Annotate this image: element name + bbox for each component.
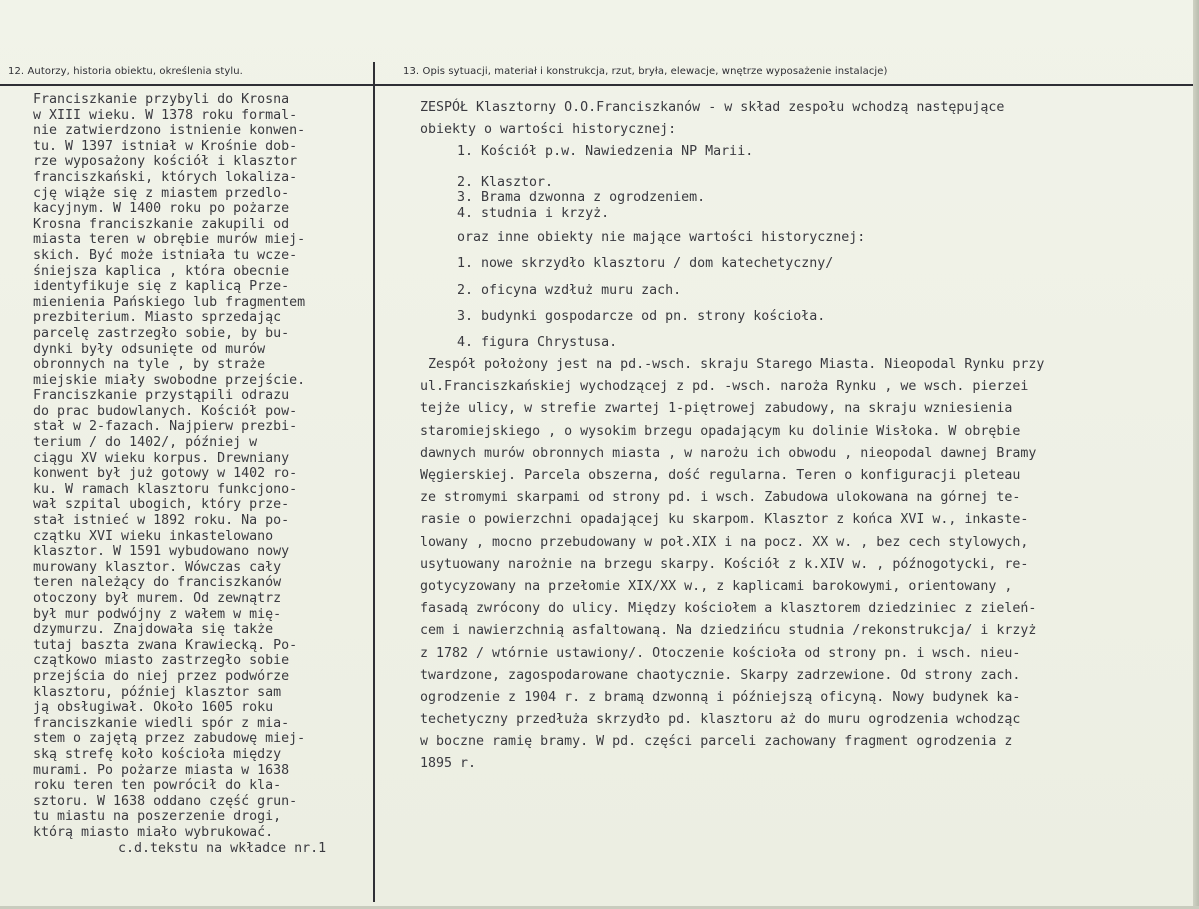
history-text-line: stem o zajętą przez zabudowę miej-: [33, 731, 306, 747]
description-text-line: ogrodzenie z 1904 r. z bramą dzwonną i późniejszą oficyną. Nowy budynek ka-: [420, 689, 1021, 705]
history-text-line: terium / do 1402/, później w: [33, 435, 258, 451]
history-text-line: otoczony był murem. Od zewnątrz: [33, 591, 282, 606]
description-text-line: twardzone, zagospodarowane chaotycznie. Skarpy zadrzewione. Od strony zach.: [420, 667, 1021, 683]
description-text-line: obiekty o wartości historycznej:: [420, 122, 677, 138]
history-text-line: nie zatwierdzono istnienie konwen-: [33, 123, 306, 139]
description-text-line: tejże ulicy, w strefie zwartej 1-piętrowej zabudowy, na skraju wzniesienia: [420, 401, 1013, 417]
continuation-note: c.d.tekstu na wkładce nr.1: [118, 840, 327, 856]
description-text-line: 4. figura Chrystusa.: [457, 334, 618, 350]
history-text-line: dzymurzu. Znajdowała się także: [33, 622, 274, 638]
history-text-line: sztoru. W 1638 oddano część grun-: [33, 793, 298, 809]
history-text-line: ku. W ramach klasztoru funkcjono-: [33, 481, 298, 497]
history-text-line: franciszkański, których lokaliza-: [33, 169, 298, 185]
history-text-line: był mur podwójny z wałem w mię-: [33, 606, 282, 622]
description-text-line: rasie o powierzchni opadającej ku skarpom. Klasztor z końca XVI w., inkaste-: [420, 512, 1029, 528]
history-text-line: czątku XVI wieku inkastelowano: [33, 528, 274, 544]
history-text-line: tutaj baszta zwana Krawiecką. Po-: [33, 637, 298, 653]
description-text-line: ze stromymi skarpami od strony pd. i wsch. Zabudowa ulokowana na górnej te-: [420, 490, 1021, 506]
history-text-line: wał szpital ubogich, który prze-: [33, 497, 290, 513]
description-text-line: techetyczny przedłuża skrzydło pd. klasztoru aż do muru ogrodzenia wchodząc: [420, 712, 1021, 728]
history-text-line: skich. Być może istniała tu wcze-: [33, 247, 298, 263]
description-text-line: ZESPÓŁ Klasztorny O.O.Franciszkanów - w skład zespołu wchodzą następujące: [420, 100, 1005, 115]
description-text-line: 2. oficyna wzdłuż muru zach.: [457, 282, 682, 298]
history-text-line: klasztoru, później klasztor sam: [33, 684, 282, 700]
description-text-line: Węgierskiej. Parcela obszerna, dość regularna. Teren o konfiguracji pleteau: [420, 468, 1021, 483]
description-text-line: ul.Franciszkańskiej wychodzącej z pd. -wsch. naroża Rynku , we wsch. pierzei: [420, 379, 1029, 395]
history-text-line: śniejsza kaplica , która obecnie: [33, 263, 290, 279]
history-text-line: rze wyposażony kościół i klasztor: [33, 154, 298, 170]
history-text-line: kacyjnym. W 1400 roku po pożarze: [33, 201, 290, 217]
description-text-line: dawnych murów obronnych miasta , w narożu ich obwodu , nieopodal dawnej Bramy: [420, 445, 1037, 461]
history-text-line: mienienia Pańskiego lub fragmentem: [33, 294, 306, 310]
description-text-line: Zespół położony jest na pd.-wsch. skraju Starego Miasta. Nieopodal Rynku przy: [428, 357, 1045, 373]
history-text-line: murowany klasztor. Wówczas cały: [33, 559, 282, 575]
history-text-line: roku teren ten powrócił do kla-: [33, 778, 282, 794]
history-text-line: obronnych na tyle , by straże: [33, 357, 266, 373]
history-text-line: stał w 2-fazach. Najpierw prezbi-: [33, 419, 298, 435]
description-text-line: w boczne ramię bramy. W pd. części parceli zachowany fragment ogrodzenia z: [420, 734, 1013, 750]
description-text-line: 1895 r.: [420, 756, 477, 772]
header-rule: [0, 84, 1193, 86]
description-text-line: 1. Kościół p.w. Nawiedzenia NP Marii.: [457, 144, 754, 160]
history-text-line: którą miasto miało wybrukować.: [33, 824, 274, 840]
history-text-line: parcelę zastrzegło sobie, by bu-: [33, 325, 290, 341]
history-text-line: w XIII wieku. W 1378 roku formal-: [33, 107, 298, 123]
description-text-line: z 1782 / wtórnie ustawiony/. Otoczenie kościoła od strony pn. i wsch. nieu-: [420, 645, 1021, 661]
history-text-line: klasztor. W 1591 wybudowano nowy: [33, 544, 290, 560]
history-text-line: Franciszkanie przystąpili odrazu: [33, 388, 290, 404]
section-12-heading: 12. Autorzy, historia obiektu, określenia stylu.: [8, 66, 243, 77]
history-text-line: czątkowo miasto zastrzegło sobie: [33, 653, 290, 669]
history-text-line: ciągu XV wieku korpus. Drewniany: [33, 450, 290, 466]
description-text-line: 2. Klasztor.: [457, 174, 554, 190]
description-text-line: 3. budynki gospodarcze od pn. strony kościoła.: [457, 308, 826, 324]
history-text-line: murami. Po pożarze miasta w 1638: [33, 762, 290, 778]
history-text-line: konwent był już gotowy w 1402 ro-: [33, 466, 298, 482]
history-text-line: do prac budowlanych. Kościół pow-: [33, 403, 298, 419]
history-text-line: teren należący do franciszkanów: [33, 575, 282, 591]
history-text-line: Krosna franciszkanie zakupili od: [33, 216, 290, 232]
history-text-line: franciszkanie wiedli spór z mia-: [33, 715, 290, 731]
history-text-line: przejścia do niej przez podwórze: [33, 668, 290, 684]
history-text-line: dynki były odsunięte od murów: [33, 341, 266, 357]
description-text-line: 1. nowe skrzydło klasztoru / dom katechetyczny/: [457, 256, 834, 272]
description-text-column: [420, 97, 1195, 776]
history-text-line: cję wiąże się z miastem przedlo-: [33, 185, 290, 201]
section-13-heading: 13. Opis sytuacji, materiał i konstrukcja, rzut, bryła, elewacje, wnętrze wyposażenie instalacje): [403, 66, 888, 77]
history-text-line: tu miastu na poszerzenie drogi,: [33, 809, 282, 825]
description-text-line: fasadą zwrócony do ulicy. Między kościołem a klasztorem dziedziniec z zieleń-: [420, 601, 1037, 617]
description-text-line: usytuowany narożnie na brzegu skarpy. Kościół z k.XIV w. , późnogotycki, re-: [420, 556, 1029, 572]
history-text-column: [33, 92, 378, 856]
history-text-line: Franciszkanie przybyli do Krosna: [33, 92, 290, 107]
description-text-line: cem i nawierzchnią asfaltowaną. Na dziedzińcu studnia /rekonstrukcja/ i krzyż: [420, 623, 1037, 639]
history-text-line: ją obsługiwał. Około 1605 roku: [33, 700, 274, 716]
description-text-line: oraz inne obiekty nie mające wartości historycznej:: [457, 230, 866, 246]
description-text-line: gotycyzowany na przełomie XIX/XX w., z kaplicami barokowymi, orientowany ,: [420, 578, 1013, 594]
history-text-line: miejskie miały swobodne przejście.: [33, 372, 306, 388]
description-text-line: 3. Brama dzwonna z ogrodzeniem.: [457, 189, 706, 205]
history-text-line: prezbiterium. Miasto sprzedając: [33, 310, 282, 326]
description-text-line: staromiejskiego , o wysokim brzegu opadającym ku dolinie Wisłoka. W obrębie: [420, 423, 1021, 439]
description-text-line: 4. studnia i krzyż.: [457, 205, 610, 221]
history-text-line: identyfikuje się z kaplicą Prze-: [33, 279, 290, 295]
history-text-line: tu. W 1397 istniał w Krośnie dob-: [33, 138, 298, 154]
history-text-line: stał istnieć w 1892 roku. Na po-: [33, 513, 290, 529]
history-text-line: miasta teren w obrębie murów miej-: [33, 232, 306, 248]
description-text-line: lowany , mocno przebudowany w poł.XIX i na pocz. XX w. , bez cech stylowych,: [420, 534, 1029, 550]
history-text-line: ską strefę koło kościoła między: [33, 746, 282, 762]
